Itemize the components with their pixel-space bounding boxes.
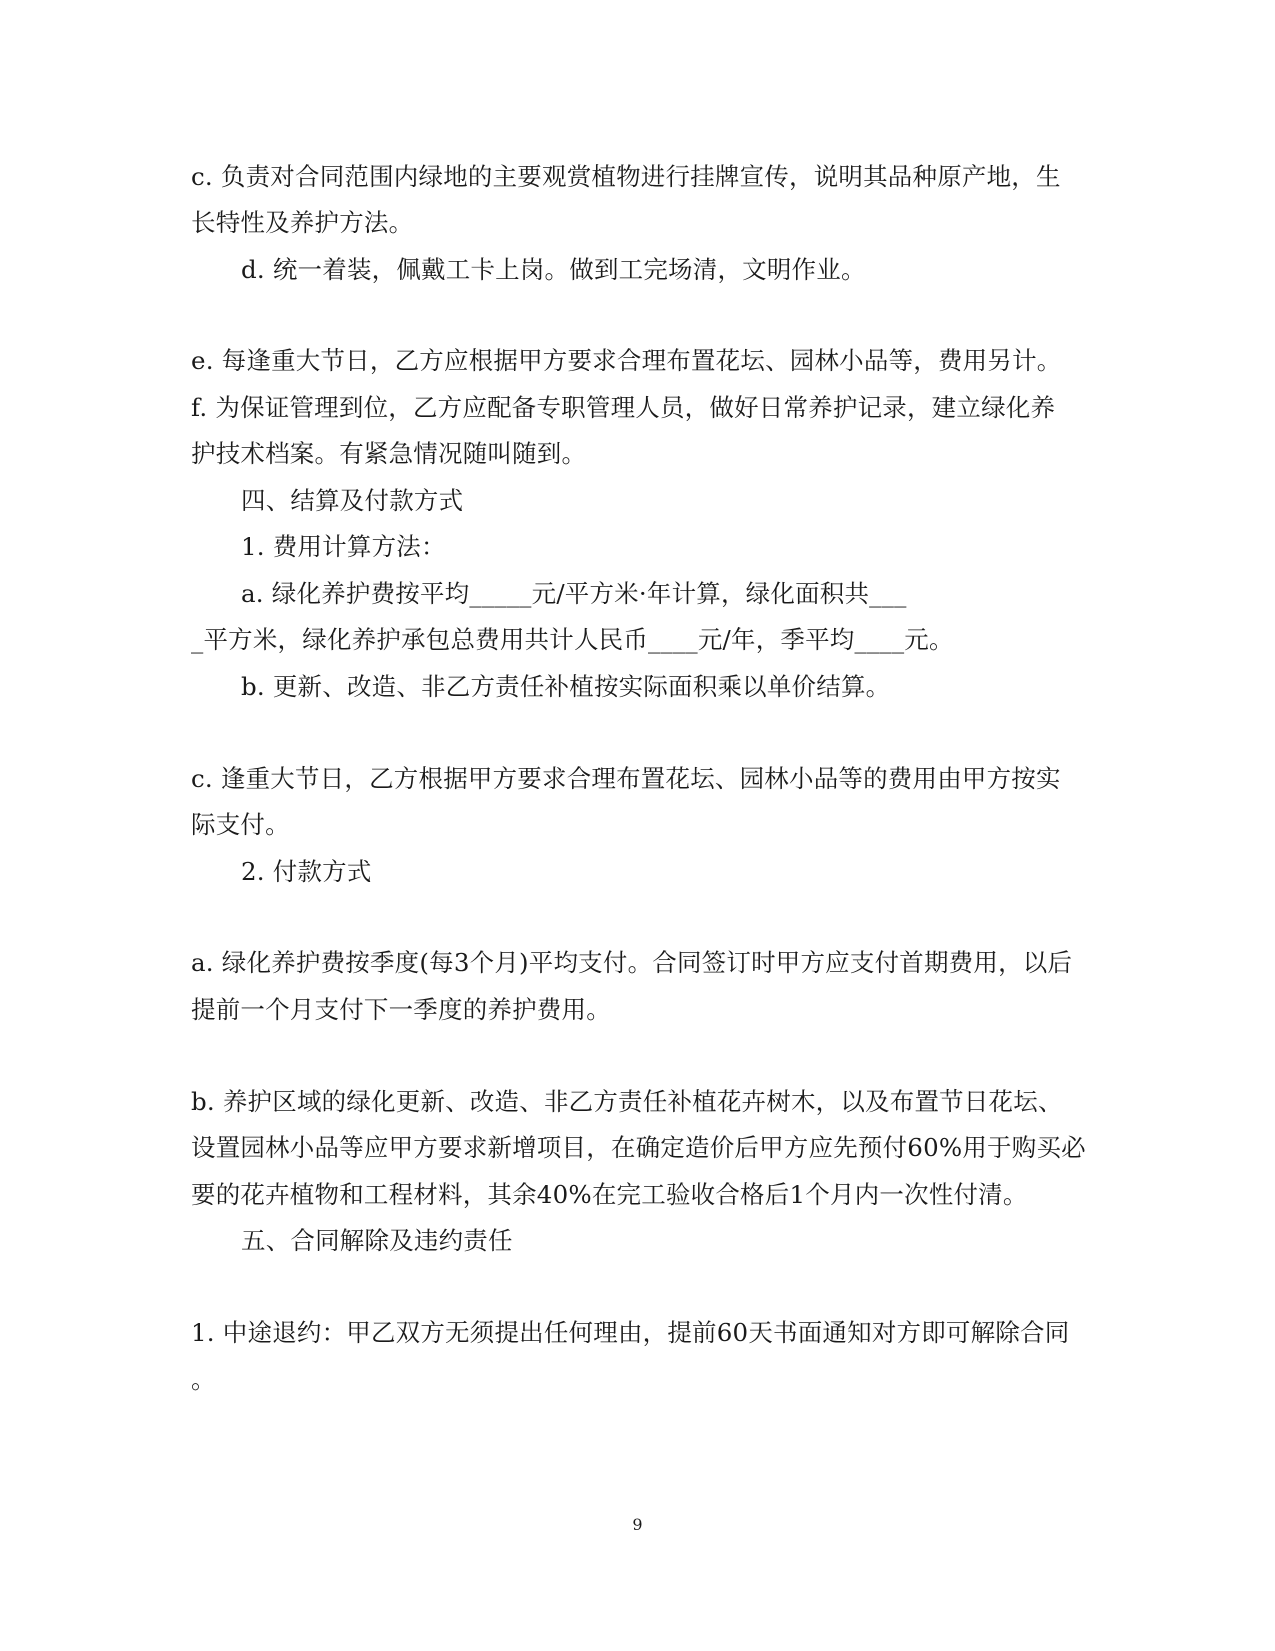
text-line: a. 绿化养护费按平均_____元/平方米·年计算，绿化面积共___ [241, 579, 907, 608]
text-line: b. 更新、改造、非乙方责任补植按实际面积乘以单价结算。 [241, 672, 891, 701]
text-line: d. 统一着装，佩戴工卡上岗。做到工完场清，文明作业。 [241, 255, 866, 284]
text-line: 际支付。 [191, 810, 290, 839]
text-line: a. 绿化养护费按季度(每3个月)平均支付。合同签订时甲方应支付首期费用，以后 [191, 948, 1073, 977]
text-line: 。 [191, 1365, 216, 1394]
section-heading: 五、合同解除及违约责任 [241, 1226, 513, 1255]
text-line: c. 负责对合同范围内绿地的主要观赏植物进行挂牌宣传，说明其品种原产地，生 [191, 162, 1061, 191]
section-heading: 四、结算及付款方式 [241, 486, 464, 515]
text-line: 护技术档案。有紧急情况随叫随到。 [191, 439, 587, 468]
text-line: 1. 费用计算方法： [241, 532, 446, 561]
text-line: b. 养护区域的绿化更新、改造、非乙方责任补植花卉树木，以及布置节日花坛、 [191, 1087, 1063, 1116]
text-line: 设置园林小品等应甲方要求新增项目，在确定造价后甲方应先预付60%用于购买必 [191, 1133, 1086, 1162]
text-line: 要的花卉植物和工程材料，其余40%在完工验收合格后1个月内一次性付清。 [191, 1180, 1028, 1209]
text-line: 长特性及养护方法。 [191, 208, 414, 237]
text-line: c. 逢重大节日，乙方根据甲方要求合理布置花坛、园林小品等的费用由甲方按实 [191, 764, 1061, 793]
text-line: 提前一个月支付下一季度的养护费用。 [191, 995, 611, 1024]
text-line: _平方米，绿化养护承包总费用共计人民币____元/年，季平均____元。 [191, 625, 954, 654]
page-number: 9 [632, 1515, 643, 1534]
text-line: 2. 付款方式 [241, 857, 372, 886]
text-line: e. 每逢重大节日，乙方应根据甲方要求合理布置花坛、园林小品等，费用另计。 [191, 346, 1062, 375]
text-line: 1. 中途退约：甲乙双方无须提出任何理由，提前60天书面通知对方即可解除合同 [191, 1318, 1070, 1347]
text-line: f. 为保证管理到位，乙方应配备专职管理人员，做好日常养护记录，建立绿化养 [191, 393, 1056, 422]
